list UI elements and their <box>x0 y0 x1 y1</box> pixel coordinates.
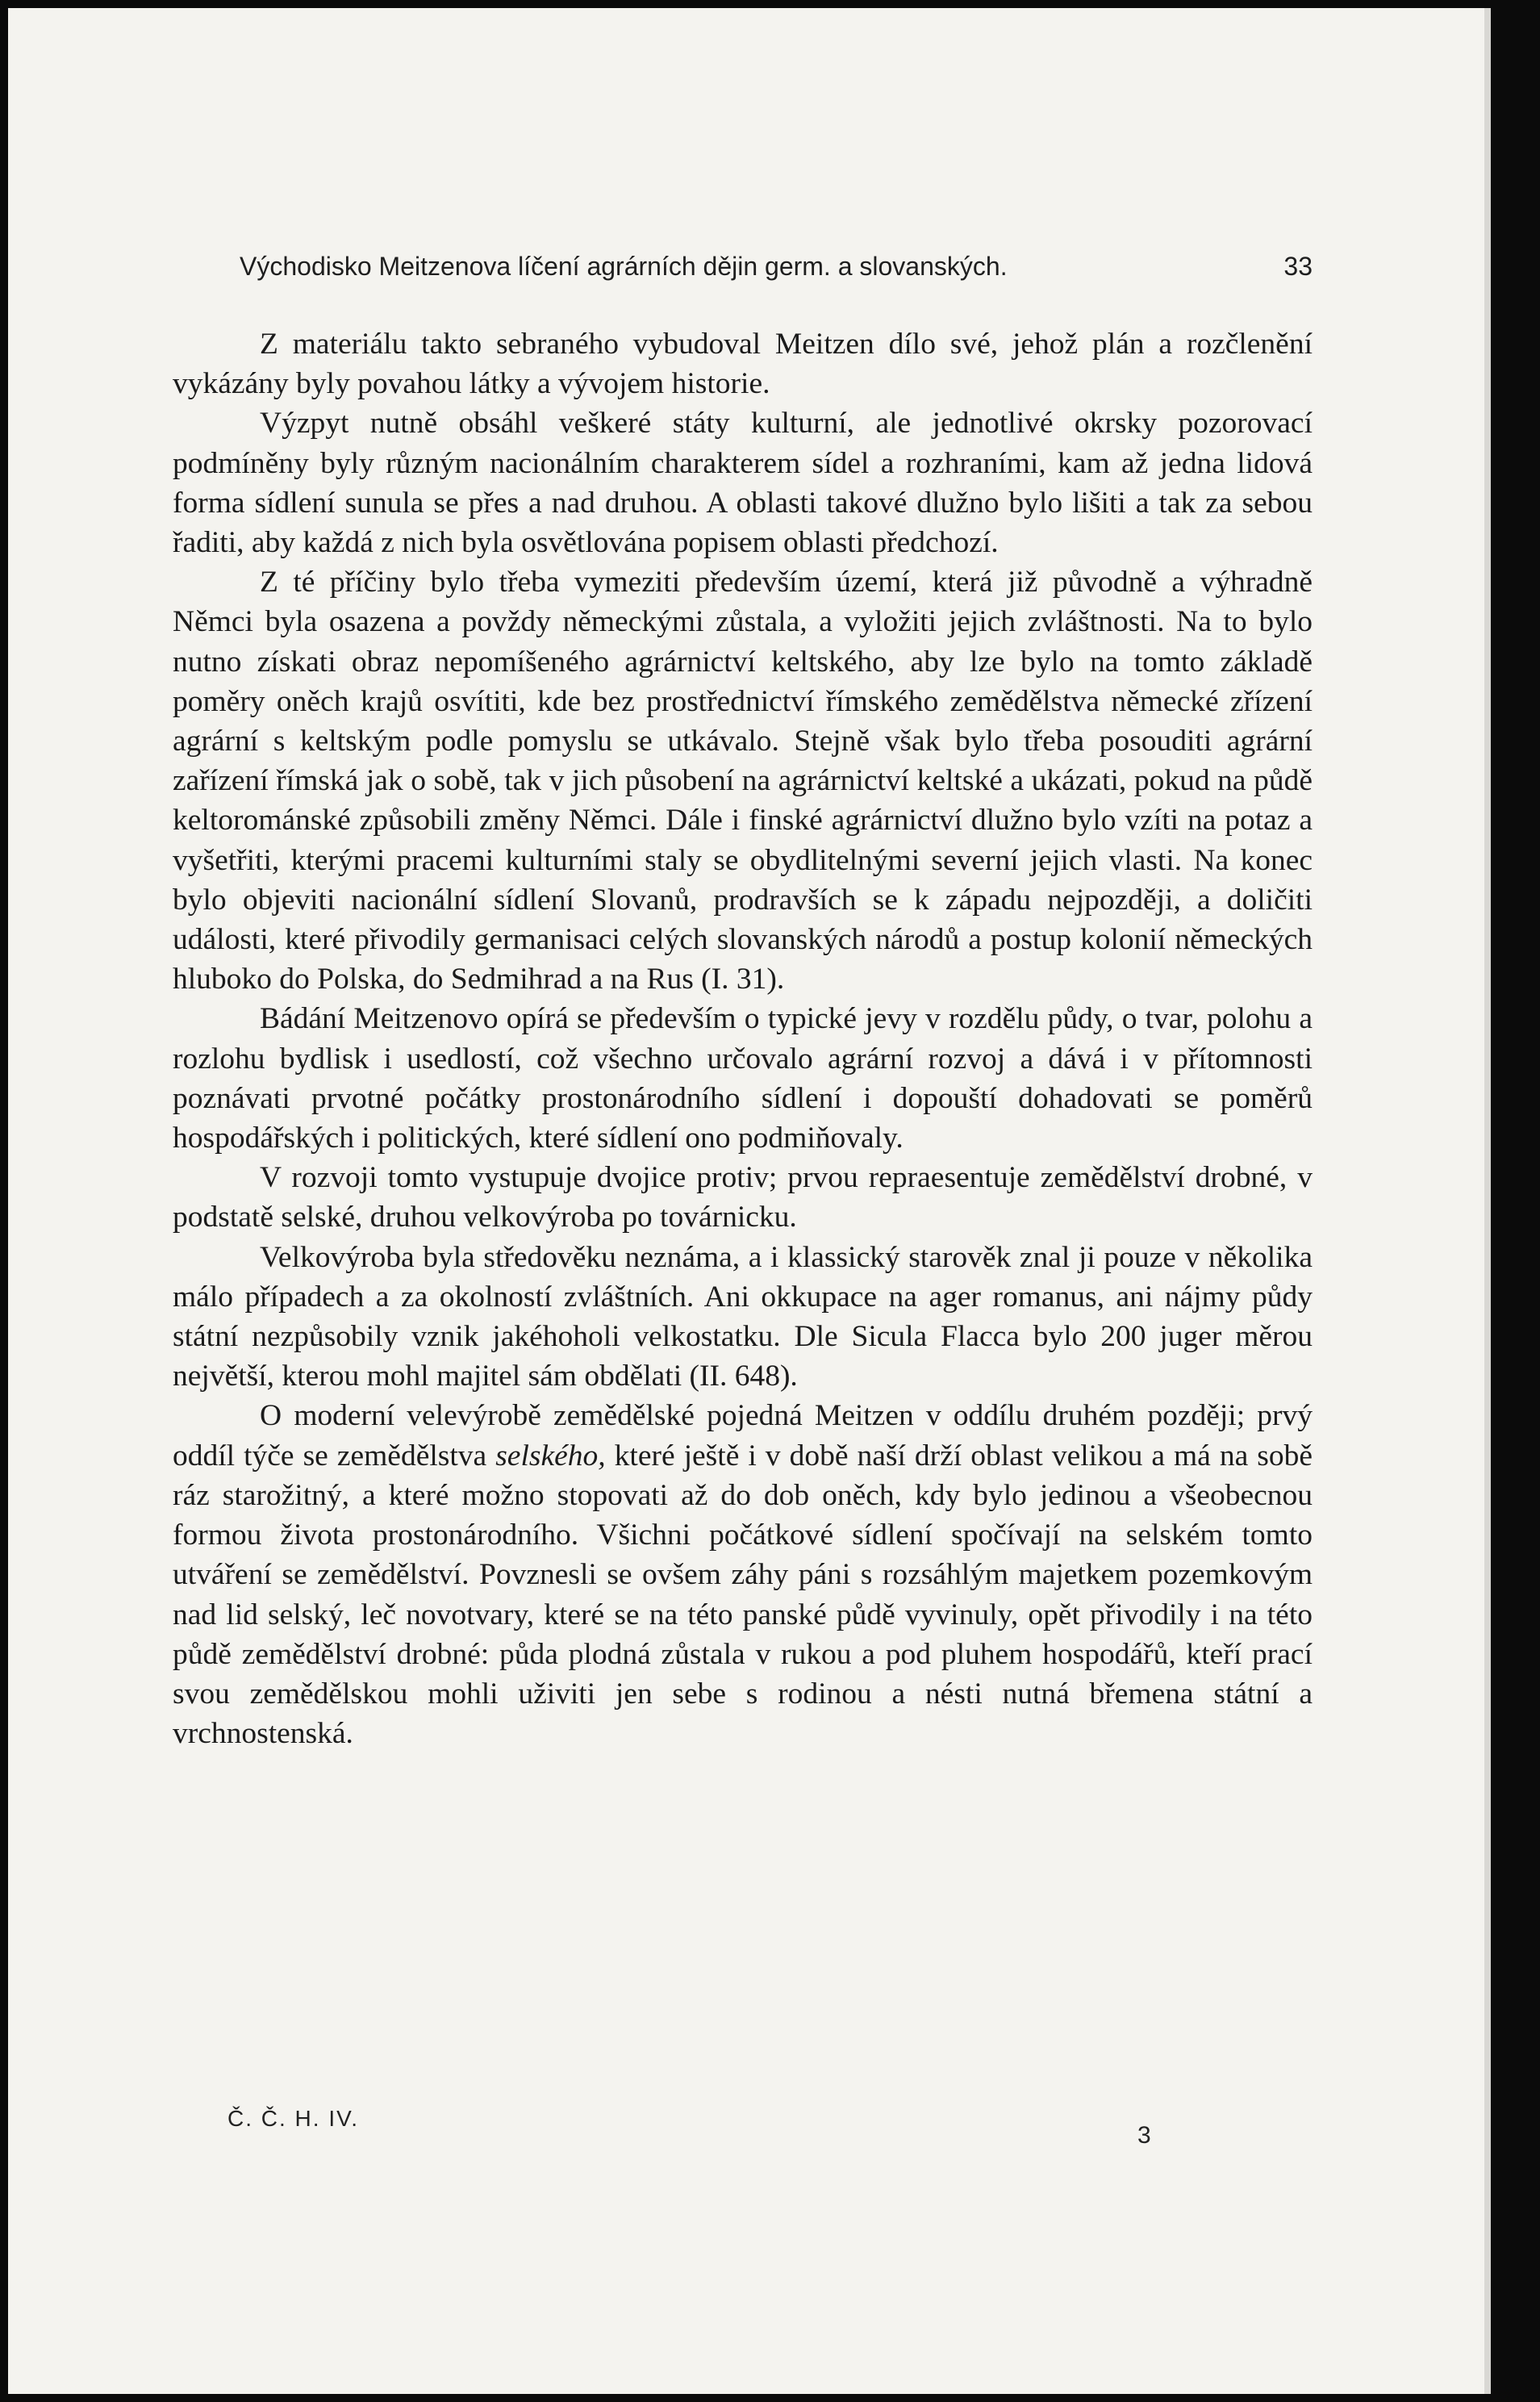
paragraph-3: Z té příčiny bylo třeba vymeziti především území, která již původně a výhradně Němci byla osazena a povždy německými zůstala, a vyložiti jejich zvláštnosti. Na to bylo nutno získati obraz nepomíšeného agrárnictví keltského, aby lze bylo na tomto základě poměry oněch krajů osvítiti, kde bez prostřednictví římského zemědělstva německé zřízení agrární s keltským podle pomyslu se utkávalo. Stejně však bylo třeba posouditi agrární zařízení římská jak o sobě, tak v jich působení na agrárnictví keltské a ukázati, pokud na půdě keltorománské způsobili změny Němci. Dále i finské agrárnictví dlužno bylo vzíti na potaz a vyšetřiti, kterými pracemi kulturními staly se obydlitelnými severní jejich vlasti. Na konec bylo objeviti nacionální sídlení Slovanů, prodravších se k západu nejpozději, a doličiti události, které přivodily germanisaci celých slovanských národů a postup kolonií německých hluboko do Polska, do Sedmihrad a na Rus (I. 31). <box>173 566 1313 996</box>
emphasis-selskeho: selského, <box>495 1439 606 1473</box>
paragraph-1: Z materiálu takto sebraného vybudoval Meitzen dílo své, jehož plán a rozčlenění vykázány byly povahou látky a vývojem historie. <box>173 328 1313 401</box>
paragraph-7-rest: které ještě i v době naší drží oblast velikou a má na sobě ráz starožitný, a které možno stopovati až do dob oněch, kdy bylo jedinou a všeobecnou formou života prostonárodního. Všichni počátkové sídlení spočívají na selském tomto utváření se zemědělství. Povznesli se ovšem záhy páni s rozsáhlým majetkem pozemkovým nad lid selský, leč novotvary, které se na této panské půdě vyvinuly, opět přivodily i na této půdě zemědělství drobné: půda plodná zůstala v rukou a pod pluhem hospodářů, kteří prací svou zemědělskou mohli uživiti jen sebe s rodinou a nésti nutná břemena státní a vrchnostenská. <box>173 1439 1313 1751</box>
printer-signature: Č. Č. H. IV. <box>227 2106 360 2131</box>
scanned-page <box>8 8 1491 2394</box>
running-title: Východisko Meitzenova líčení agrárních dějin germ. a slovanských. <box>240 252 1008 281</box>
paragraph-2: Výzpyt nutně obsáhl veškeré státy kulturní, ale jednotlivé okrsky pozorovací podmíněny byly různým nacionálním charakterem sídel a rozhraními, kam až jedna lidová forma sídlení sunula se přes a nad druhou. A oblasti takové dlužno bylo lišiti a tak za sebou řaditi, aby každá z nich byla osvětlována popisem oblasti předchozí. <box>173 407 1313 560</box>
paragraph-4: Bádání Meitzenovo opírá se především o typické jevy v rozdělu půdy, o tvar, polohu a rozlohu bydlisk i usedlostí, což všechno určovalo agrární rozvoj a dává i v přítomnosti poznávati prvotné počátky prostonárodního sídlení i dopouští dohadovati se poměrů hospodářských i politických, které sídlení ono podmiňovaly. <box>173 1002 1313 1155</box>
paragraph-5: V rozvoji tomto vystupuje dvojice protiv; prvou repraesentuje zemědělství drobné, v podstatě selské, druhou velkovýroba po továrnicku. <box>173 1161 1313 1234</box>
paragraph-7 <box>173 1396 1313 1753</box>
body-text <box>173 324 1313 1753</box>
scan-edge <box>1484 8 1491 2394</box>
paragraph-7-start: O moderní velevýrobě zemědělské pojedná Meitzen v oddílu druhém později; prvý oddíl týče se zemědělstva <box>173 1399 1313 1473</box>
sheet-number: 3 <box>1137 2122 1151 2149</box>
paragraph-6: Velkovýroba byla středověku neznáma, a i klassický starověk znal ji pouze v několika málo případech a za okolností zvláštních. Ani okkupace na ager romanus, ani nájmy půdy státní nezpůsobily vznik jakéhoholi velkostatku. Dle Sicula Flacca bylo 200 juger měrou největší, kterou mohl majitel sám obdělati (II. 648). <box>173 1240 1313 1393</box>
page-number: 33 <box>1283 252 1313 281</box>
